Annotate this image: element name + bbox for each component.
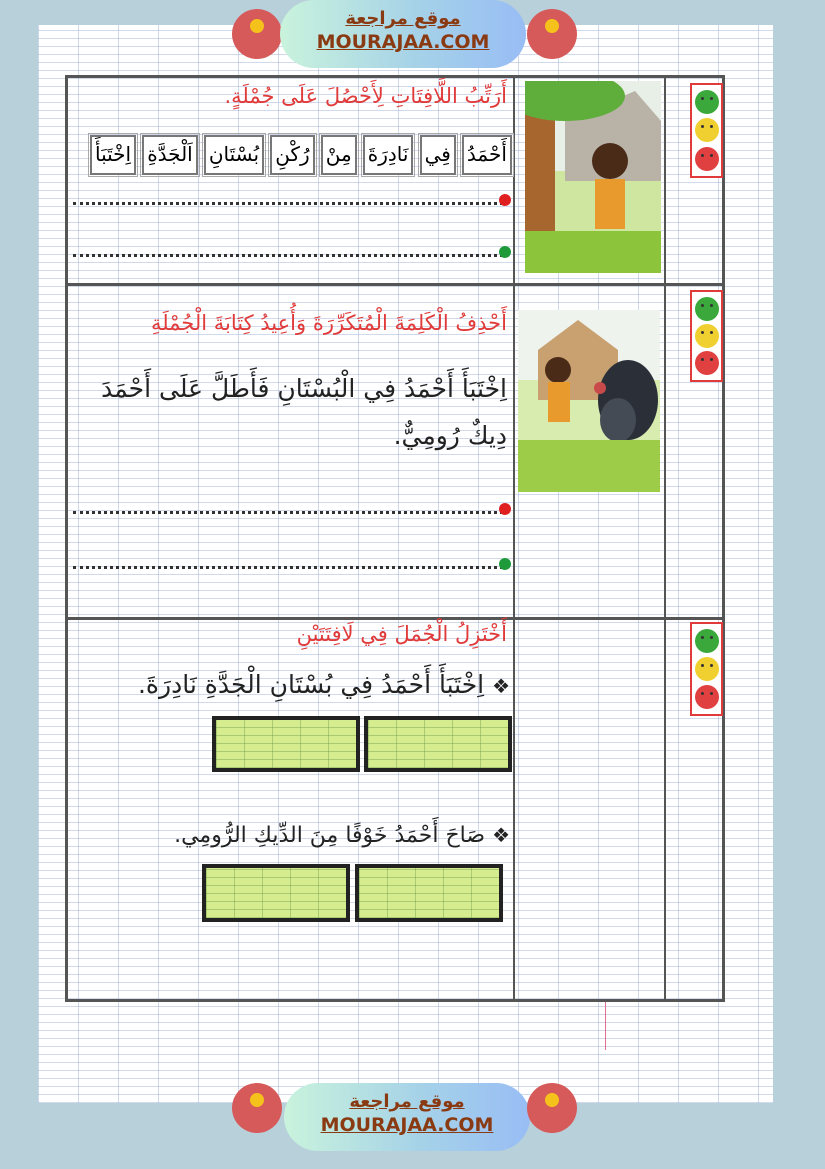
word-card: مِنْ [321,135,357,175]
answer-line[interactable] [73,566,503,569]
red-dot-marker [499,503,511,515]
column-divider [513,78,515,999]
sad-face-icon[interactable] [695,147,719,171]
word-card: رُكْنِ [270,135,314,175]
answer-line[interactable] [73,254,503,257]
answer-card[interactable] [364,716,512,772]
exercise2-title: أَحْذِفُ الْكَلِمَةَ الْمُتَكَرِّرَةَ وَأُعِيدُ كِتَابَةَ الْجُمْلَةِ [150,311,507,335]
word-card: أَحْمَدُ [462,135,512,175]
neutral-face-icon[interactable] [695,324,719,348]
happy-face-icon[interactable] [695,297,719,321]
answer-line[interactable] [73,511,503,514]
exercise3-sentence1 [138,670,510,699]
sentence-text: اِخْتَبَأَ أَحْمَدُ فِي بُسْتَانِ الْجَدَّةِ نَادِرَةَ. [137,670,485,699]
site-name-latin: MOURAJAA.COM [316,31,490,53]
boy-in-garden-illustration [525,81,661,273]
happy-face-icon[interactable] [695,629,719,653]
neutral-face-icon[interactable] [695,657,719,681]
site-logo-left[interactable] [232,9,282,59]
word-card: نَادِرَةَ [363,135,414,175]
word-cards [90,135,512,175]
answer-card[interactable] [202,864,350,922]
sad-face-icon[interactable] [695,685,719,709]
happy-face-icon[interactable] [695,90,719,114]
exercise-table [65,75,725,1002]
bullet-icon: ❖ [492,674,510,698]
neutral-face-icon[interactable] [695,118,719,142]
self-assessment-box [690,83,723,178]
exercise2-sentence: اِخْتَبَأَ أَحْمَدُ فِي الْبُسْتَانِ فَأَطَلَّ عَلَى أَحْمَدَ [101,374,507,403]
exercise1-title: أَرَتِّبُ اللَّافِتَاتِ لِأَحْصُلَ عَلَى جُمْلَةٍ. [224,84,507,108]
self-assessment-box [690,290,723,382]
answer-card[interactable] [355,864,503,922]
green-dot-marker [499,558,511,570]
red-dot-marker [499,194,511,206]
exercise2-sentence: دِيكٌ رُومِيٌّ. [393,421,507,450]
column-divider [664,78,666,999]
row-divider [68,617,722,620]
word-card: اِخْتَبَأَ [90,135,136,175]
site-name-latin: MOURAJAA.COM [320,1114,494,1136]
site-name-arabic: موقع مراجعة [345,8,461,29]
boy-and-turkey-illustration [518,310,660,492]
site-logo-left[interactable] [232,1083,282,1133]
header-banner[interactable] [280,0,526,68]
word-card: بُسْتَانِ [204,135,264,175]
answer-line[interactable] [73,202,503,205]
sad-face-icon[interactable] [695,351,719,375]
site-name-arabic: موقع مراجعة [349,1091,465,1112]
site-logo-right[interactable] [527,1083,577,1133]
row-divider [68,283,722,286]
bullet-icon: ❖ [492,823,510,847]
margin-line [605,1002,606,1050]
sentence-text: صَاحَ أَحْمَدُ خَوْفًا مِنَ الدِّيكِ الرُّومِي. [174,823,486,848]
site-logo-right[interactable] [527,9,577,59]
word-card: فِي [420,135,456,175]
exercise3-title: أَخْتَزِلُ الْجُمَلَ فِي لَافِتَتَيْنِ [296,622,507,646]
self-assessment-box [690,622,723,716]
word-card: اَلْجَدَّةِ [142,135,198,175]
exercise3-sentence2 [174,823,510,848]
footer-banner[interactable] [284,1083,530,1151]
green-dot-marker [499,246,511,258]
answer-card[interactable] [212,716,360,772]
